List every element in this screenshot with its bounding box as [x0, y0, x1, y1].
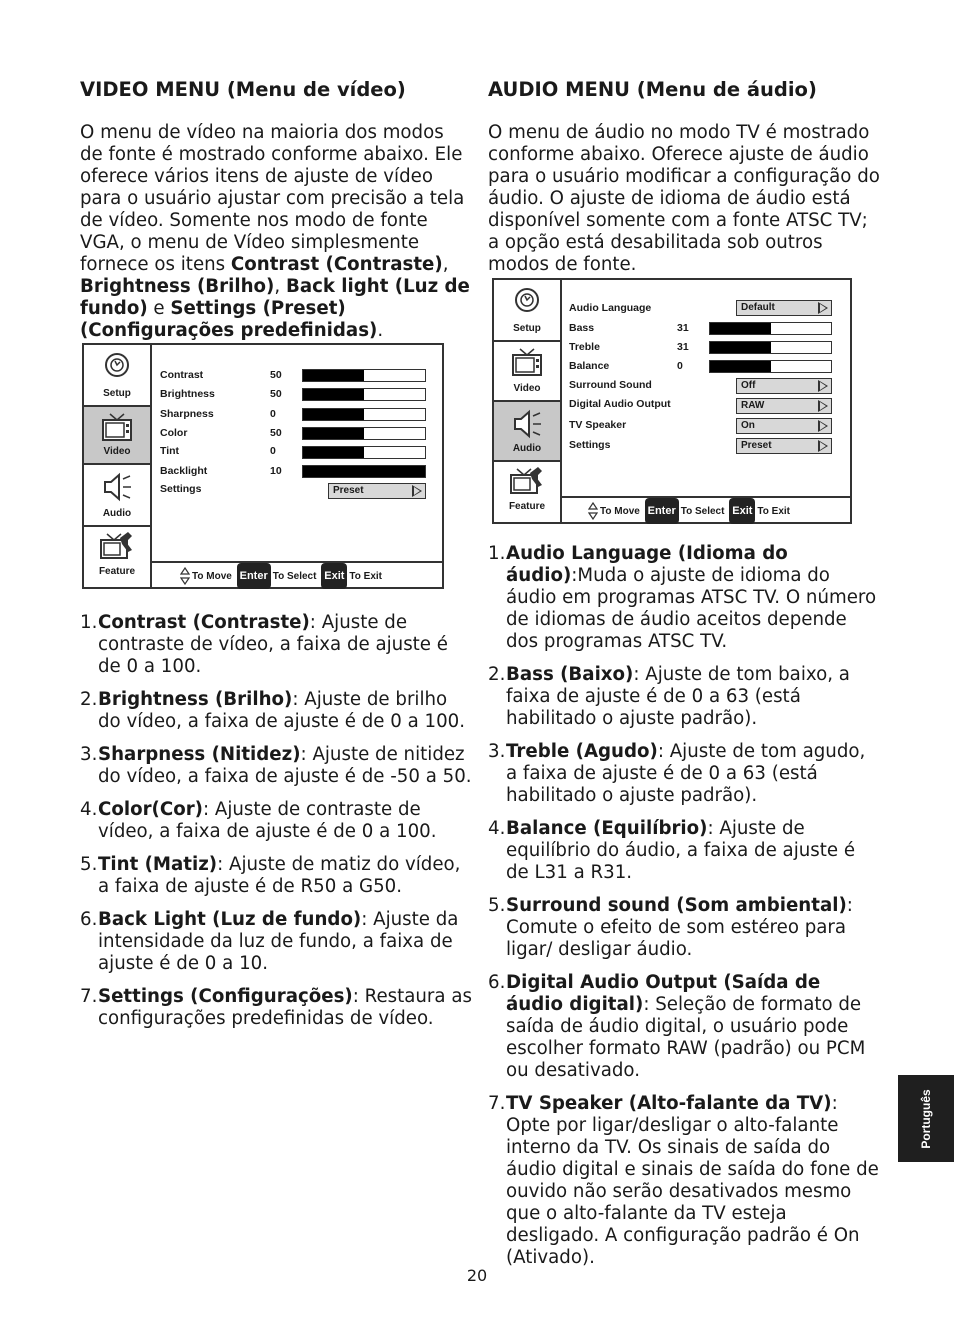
settings-preset-select[interactable]	[736, 438, 832, 454]
menu-row-label: Color	[160, 427, 188, 439]
video-section	[80, 78, 472, 342]
menu-row-label: Settings	[569, 439, 611, 451]
video-intro-sep-1: ,	[442, 254, 449, 275]
exit-key: Exit	[321, 563, 347, 589]
item-desc: : Ajuste de contraste de vídeo, a faixa de ajuste é de 0 a 100.	[98, 612, 448, 677]
tab-label: Feature	[98, 566, 136, 577]
slider-fill	[303, 447, 364, 458]
bass-slider[interactable]	[709, 322, 832, 335]
list-item	[80, 744, 472, 788]
contrast-slider[interactable]	[302, 369, 426, 382]
page-number: 20	[466, 1266, 488, 1285]
surround-sound-select[interactable]	[736, 378, 832, 394]
menu-row-value: 50	[270, 369, 282, 381]
item-term: Sharpness (Nitidez)	[98, 744, 301, 765]
item-number: 3.	[488, 741, 506, 762]
audio-intro: O menu de áudio no modo TV é mostrado conforme abaixo. Oferece ajuste de áudio para o usuário modificar a configuração do áudio. O ajuste de idioma de áudio está disponível somente com a fonte ATSC TV; a opção está desabilitada sob outros modos de fonte.	[488, 122, 880, 275]
setup-icon	[512, 286, 542, 320]
audio-section	[488, 78, 880, 276]
menu-row-label: Tint	[160, 445, 180, 457]
item-number: 7.	[488, 1093, 506, 1114]
video-intro-bold-1: Contrast (Contraste)	[230, 254, 443, 275]
tab-label: Setup	[103, 388, 131, 399]
option-value: Preset	[333, 485, 364, 496]
item-number: 2.	[80, 689, 98, 710]
menu-sidebar	[84, 345, 152, 587]
exit-key: Exit	[729, 498, 755, 524]
tab-label: Setup	[513, 323, 541, 334]
item-desc: : Comute o efeito de som estéreo para ligar/ desligar áudio.	[506, 895, 853, 960]
slider-fill	[303, 466, 425, 477]
backlight-slider[interactable]	[302, 465, 426, 478]
feature-icon	[98, 530, 136, 562]
item-number: 3.	[80, 744, 98, 765]
list-item	[488, 664, 880, 730]
menu-row-label: Contrast	[160, 369, 204, 381]
slider-fill	[303, 370, 364, 381]
item-desc: : Ajuste de contraste de vídeo, a faixa de ajuste é de 0 a 100.	[98, 799, 437, 842]
item-number: 1.	[80, 612, 98, 633]
menu-row-label: Bass	[569, 322, 595, 334]
language-side-tab	[898, 1075, 954, 1162]
video-intro-bold-2: Brightness (Brilho)	[80, 276, 275, 297]
audio-language-select[interactable]	[736, 300, 832, 316]
list-item	[488, 1093, 880, 1269]
menu-row-label: Brightness	[160, 388, 215, 400]
color-slider[interactable]	[302, 427, 426, 440]
list-item	[488, 895, 880, 961]
item-desc: : Ajuste de nitidez do vídeo, a faixa de ajuste é de -50 a 50.	[98, 744, 472, 787]
enter-key: Enter	[237, 563, 271, 589]
list-item	[488, 972, 880, 1082]
audio-heading: AUDIO MENU (Menu de áudio)	[488, 78, 817, 101]
tab-feature[interactable]	[494, 462, 560, 518]
item-number: 5.	[80, 854, 98, 875]
menu-row-label: Audio Language	[569, 302, 652, 314]
menu-row-value: 31	[677, 322, 689, 334]
menu-sidebar	[494, 280, 562, 522]
arrow-right-icon	[412, 485, 422, 497]
tab-label: Video	[513, 383, 541, 394]
tab-feature[interactable]	[84, 527, 150, 583]
tv-speaker-select[interactable]	[736, 418, 832, 434]
arrow-right-icon	[818, 380, 828, 392]
video-intro-bold-3: Back light (Luz de fundo)	[80, 276, 470, 319]
tab-video[interactable]	[494, 342, 560, 402]
item-number: 4.	[80, 799, 98, 820]
item-term: Audio Language (Idioma do áudio)	[506, 543, 788, 586]
item-desc: : Ajuste de equilíbrio do áudio, a faixa de ajuste é de L31 a R31.	[506, 818, 856, 883]
up-down-arrow-icon	[180, 567, 190, 585]
tab-label: Audio	[102, 508, 132, 519]
tab-label: Audio	[512, 443, 542, 454]
video-intro-end: .	[377, 320, 384, 341]
slider-fill	[710, 342, 771, 353]
treble-slider[interactable]	[709, 341, 832, 354]
list-item	[488, 543, 880, 653]
tab-setup[interactable]	[494, 280, 560, 342]
menu-row-value: 50	[270, 427, 282, 439]
slider-fill	[303, 389, 364, 400]
menu-row-value: 0	[270, 408, 276, 420]
option-value: Default	[741, 302, 775, 313]
list-item	[488, 818, 880, 884]
menu-footer	[562, 496, 850, 522]
slider-fill	[303, 409, 364, 420]
speaker-icon	[100, 471, 134, 503]
video-intro-sep-3: e	[147, 298, 171, 319]
slider-fill	[710, 361, 771, 372]
item-number: 6.	[488, 972, 506, 993]
slider-fill	[303, 428, 364, 439]
video-intro-sep-2: ,	[274, 276, 286, 297]
video-menu-screenshot	[82, 343, 444, 589]
menu-row-label: Digital Audio Output	[569, 398, 671, 410]
footer-select-label: To Select	[272, 571, 317, 582]
footer-exit-label: To Exit	[757, 506, 791, 517]
settings-preset-select[interactable]	[328, 483, 426, 499]
item-term: TV Speaker (Alto-falante da TV)	[506, 1093, 832, 1114]
video-list	[80, 612, 472, 1041]
audio-menu-screenshot	[492, 278, 852, 524]
menu-row-value: 31	[677, 341, 689, 353]
option-value: Off	[741, 380, 756, 391]
item-desc: : Opte por ligar/desligar o alto-falante interno da TV. Os sinais de saída do áudio digital e sinais de saída do fone de ouvido não serão desativados mesmo que o alto-falante da TV esteja desligado. A configuração padrão é On (Ativado).	[506, 1093, 879, 1268]
digital-audio-output-select[interactable]	[736, 398, 832, 414]
setup-icon	[102, 351, 132, 385]
video-intro-text: O menu de vídeo na maioria dos modos de fonte é mostrado conforme abaixo. Ele oferece vários itens de ajuste de vídeo para o usuário ajustar com precisão a tela de vídeo. Somente nos modo de fonte VGA, o menu de Vídeo simplesmente fornece os itens	[80, 122, 465, 275]
arrow-right-icon	[818, 440, 828, 452]
audio-list	[488, 543, 880, 1280]
item-term: Surround sound (Som ambiental)	[506, 895, 847, 916]
arrow-right-icon	[818, 302, 828, 314]
up-down-arrow-icon	[588, 502, 598, 520]
footer-exit-label: To Exit	[349, 571, 383, 582]
menu-row-value: 0	[270, 445, 276, 457]
tab-audio[interactable]	[84, 465, 150, 527]
speaker-icon	[510, 408, 544, 440]
menu-row-label: Surround Sound	[569, 379, 652, 391]
slider-fill	[710, 323, 771, 334]
feature-icon	[508, 465, 546, 497]
menu-footer	[152, 561, 442, 587]
video-intro-bold-4: Settings (Preset) (Configurações predefinidas)	[80, 298, 378, 341]
sharpness-slider[interactable]	[302, 408, 426, 421]
menu-row-label: Backlight	[160, 465, 208, 477]
menu-row-label: Sharpness	[160, 408, 214, 420]
tab-label: Video	[103, 446, 131, 457]
menu-row-value: 0	[677, 360, 683, 372]
video-heading: VIDEO MENU (Menu de vídeo)	[80, 78, 406, 101]
list-item	[80, 689, 472, 733]
item-number: 6.	[80, 909, 98, 930]
menu-row-label: Balance	[569, 360, 610, 372]
item-desc: : Ajuste de matiz do vídeo, a faixa de ajuste é de R50 a G50.	[98, 854, 461, 897]
footer-move-label: To Move	[600, 506, 640, 517]
option-value: RAW	[741, 400, 765, 411]
tab-label: Feature	[508, 501, 546, 512]
item-term: Tint (Matiz)	[98, 854, 218, 875]
item-number: 4.	[488, 818, 506, 839]
option-value: On	[741, 420, 755, 431]
enter-key: Enter	[645, 498, 679, 524]
arrow-right-icon	[818, 400, 828, 412]
menu-row-label: TV Speaker	[569, 419, 627, 431]
tab-setup[interactable]	[84, 345, 150, 407]
item-term: Balance (Equilíbrio)	[506, 818, 708, 839]
item-desc: : Ajuste de tom agudo, a faixa de ajuste é de 0 a 63 (está habilitado o ajuste padrão).	[506, 741, 866, 806]
item-desc: : Ajuste da intensidade da luz de fundo, a faixa de ajuste é de 0 a 10.	[98, 909, 459, 974]
item-desc: :Muda o ajuste de idioma do áudio em programas ATSC TV. O número de idiomas de áudio aceitos depende dos programas ATSC TV.	[506, 565, 877, 652]
tab-video[interactable]	[84, 407, 150, 465]
item-desc: : Seleção de formato de saída de áudio digital, o usuário pode escolher formato RAW (padrão) ou PCM ou desativado.	[506, 994, 866, 1081]
brightness-slider[interactable]	[302, 388, 426, 401]
item-desc: : Ajuste de tom baixo, a faixa de ajuste é de 0 a 63 (está habilitado o ajuste padrão).	[506, 664, 850, 729]
item-term: Back Light (Luz de fundo)	[98, 909, 362, 930]
footer-select-label: To Select	[680, 506, 725, 517]
video-intro	[80, 122, 472, 342]
option-value: Preset	[741, 440, 772, 451]
item-term: Settings (Configurações)	[98, 986, 353, 1007]
list-item	[80, 799, 472, 843]
item-desc: : Ajuste de brilho do vídeo, a faixa de ajuste é de 0 a 100.	[98, 689, 465, 732]
side-tab-label: Português	[919, 1088, 933, 1149]
item-number: 7.	[80, 986, 98, 1007]
item-term: Contrast (Contraste)	[98, 612, 310, 633]
item-term: Brightness (Brilho)	[98, 689, 293, 710]
tab-audio[interactable]	[494, 402, 560, 462]
list-item	[80, 986, 472, 1030]
list-item	[80, 854, 472, 898]
list-item	[80, 909, 472, 975]
item-term: Color(Cor)	[98, 799, 203, 820]
tv-icon	[100, 412, 134, 442]
item-term: Treble (Agudo)	[506, 741, 658, 762]
item-number: 1.	[488, 543, 506, 564]
tv-icon	[510, 347, 544, 377]
menu-row-value: 50	[270, 388, 282, 400]
list-item	[80, 612, 472, 678]
footer-move-label: To Move	[192, 571, 232, 582]
balance-slider[interactable]	[709, 360, 832, 373]
menu-row-label: Settings	[160, 483, 202, 495]
item-desc: : Restaura as configurações predefinidas de vídeo.	[98, 986, 472, 1029]
menu-row-value: 10	[270, 465, 282, 477]
menu-row-label: Treble	[569, 341, 600, 353]
item-number: 2.	[488, 664, 506, 685]
item-number: 5.	[488, 895, 506, 916]
tint-slider[interactable]	[302, 446, 426, 459]
item-term: Digital Audio Output (Saída de áudio digital)	[506, 972, 821, 1015]
list-item	[488, 741, 880, 807]
arrow-right-icon	[818, 420, 828, 432]
item-term: Bass (Baixo)	[506, 664, 634, 685]
